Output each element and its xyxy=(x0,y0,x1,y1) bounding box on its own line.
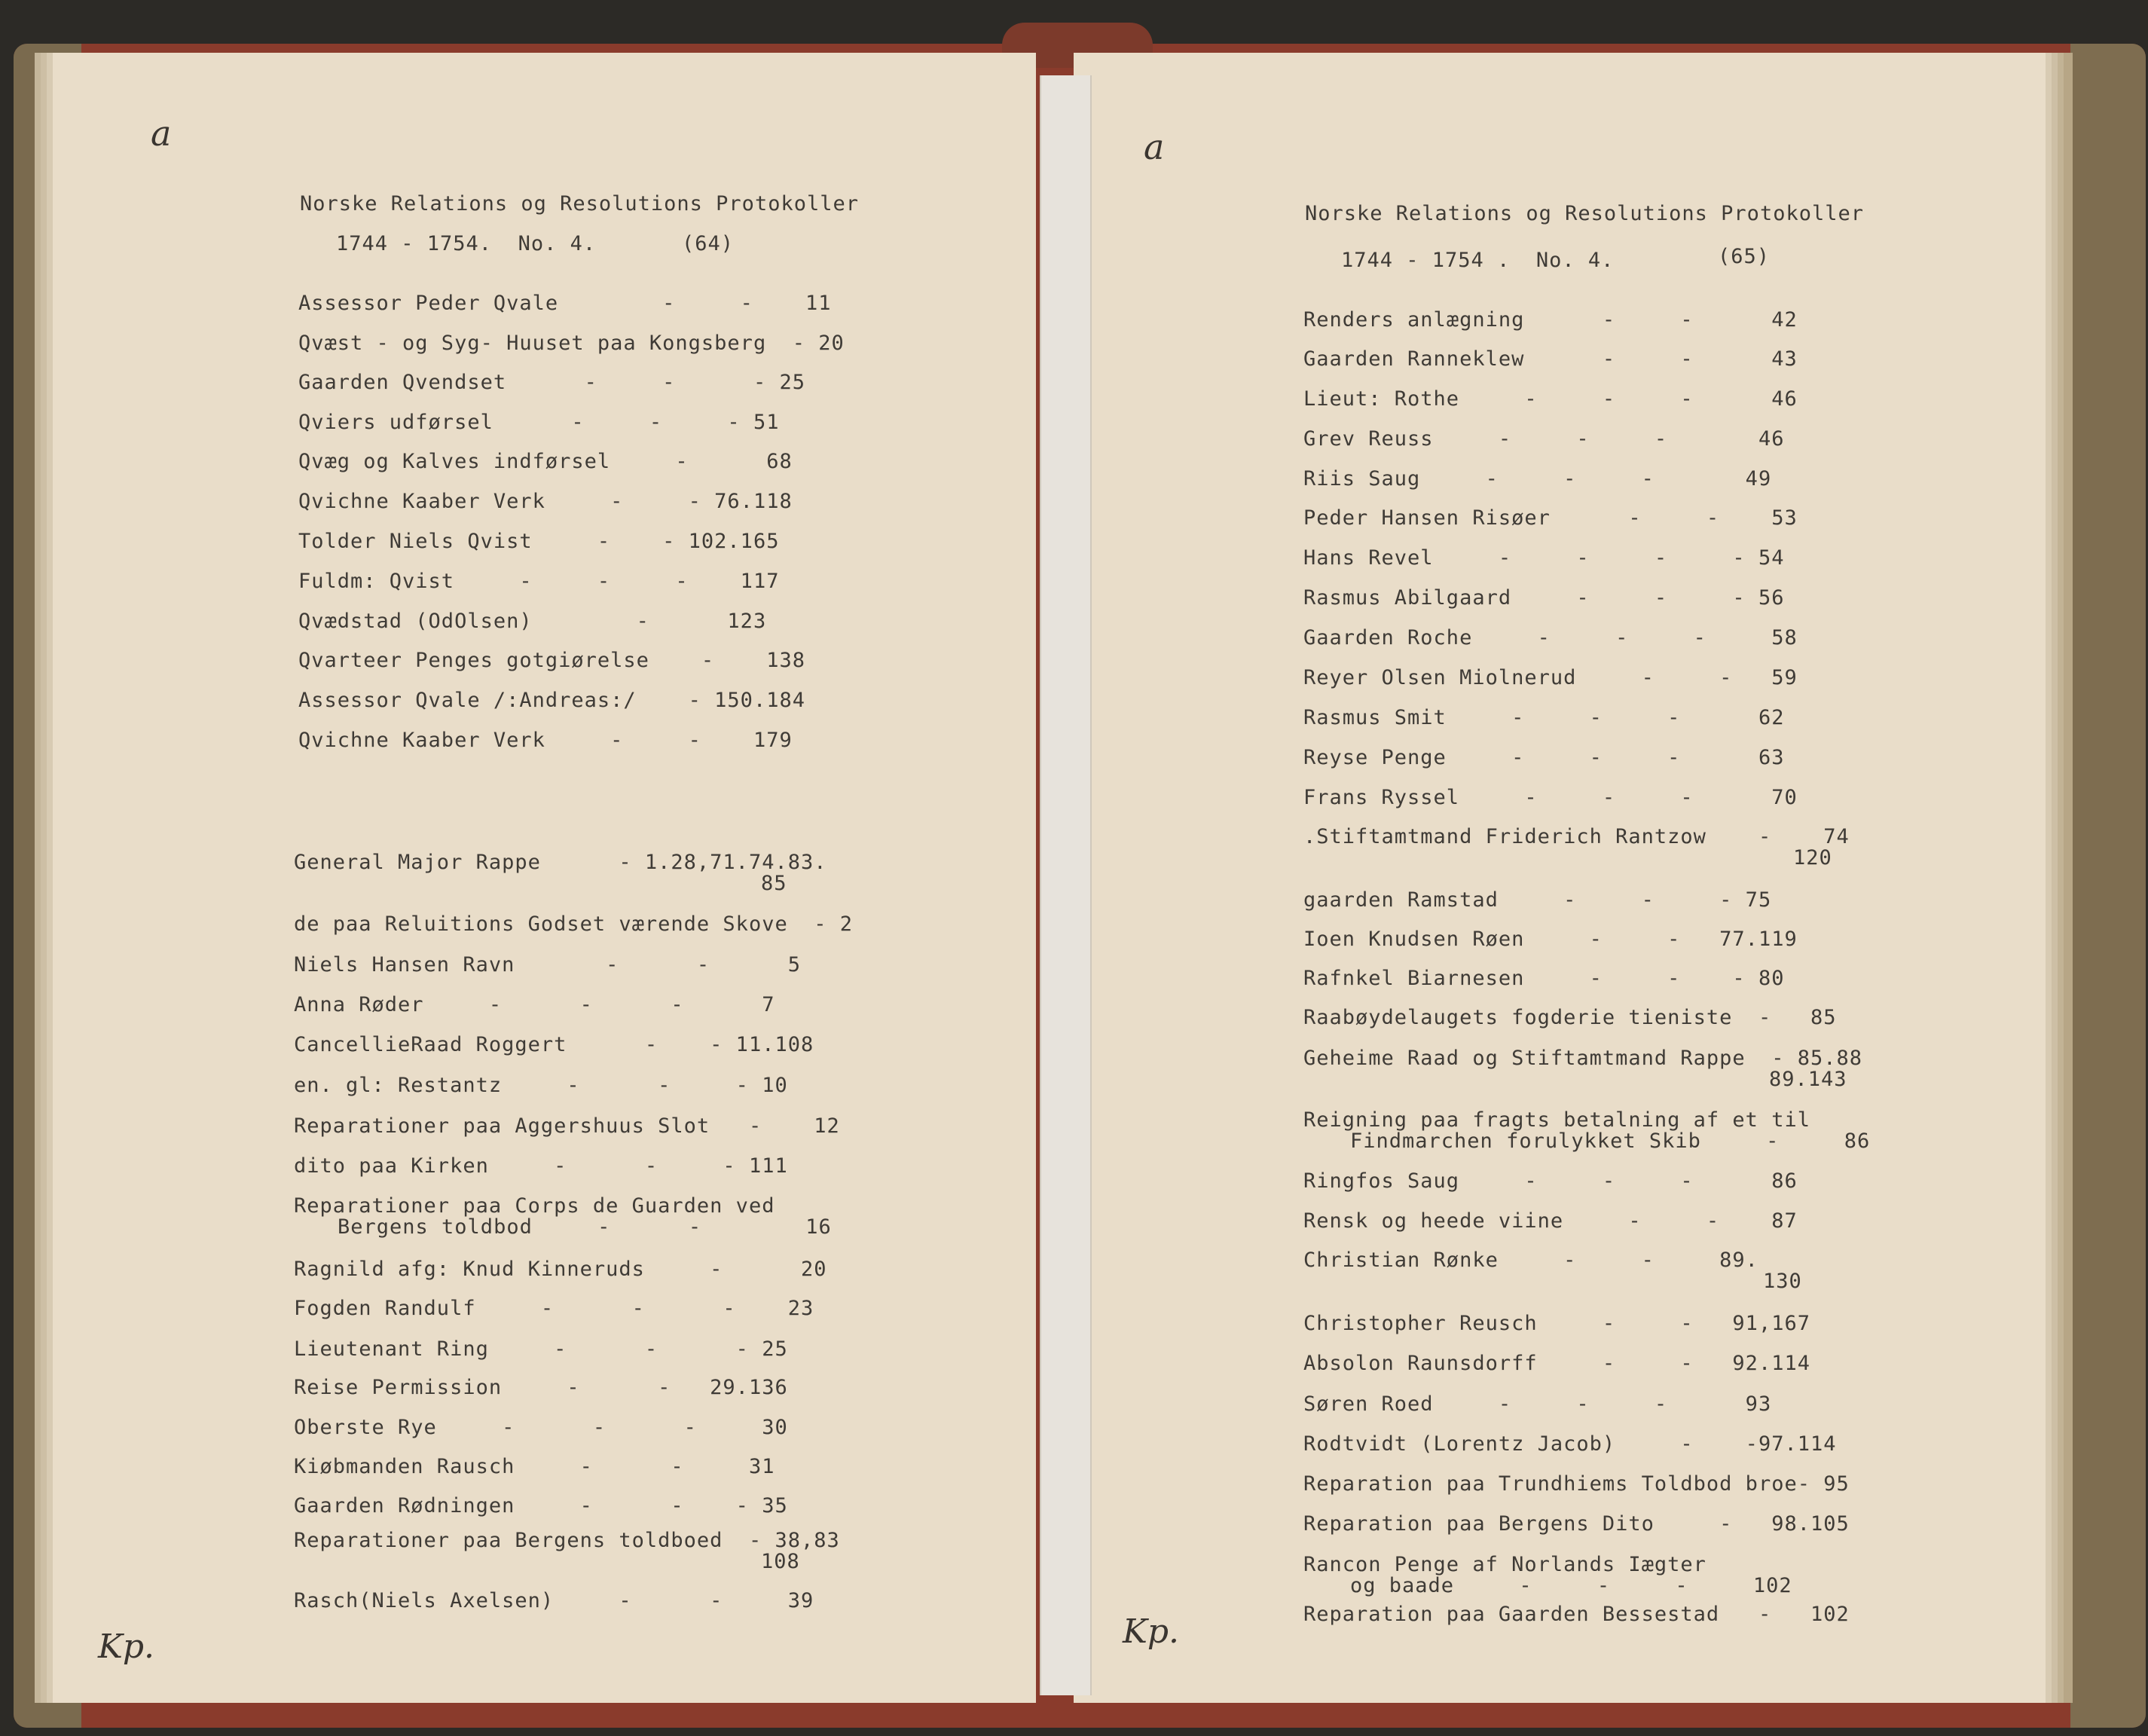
index-entry-continuation: 108 xyxy=(761,1550,800,1573)
index-entry xyxy=(298,292,831,315)
index-entry xyxy=(1303,1433,1836,1456)
index-entry xyxy=(1303,1047,1862,1091)
index-entry xyxy=(1303,1603,1850,1626)
index-entry xyxy=(1303,1210,1798,1233)
index-entry xyxy=(294,1194,832,1239)
index-entry-text: CancellieRaad Roggert - - 11.108 xyxy=(294,1033,814,1056)
index-entry-text: Oberste Rye - - - 30 xyxy=(294,1416,788,1439)
index-entry xyxy=(298,729,793,752)
index-entry-continuation: Bergens toldbod - - 16 xyxy=(338,1215,832,1239)
index-entry-text: Reigning paa fragts betalning af et til xyxy=(1303,1108,1810,1132)
index-entry-text: Reparationer paa Corps de Guarden ved xyxy=(294,1194,775,1218)
index-entry xyxy=(294,1297,814,1320)
index-entry xyxy=(1303,1170,1798,1193)
index-entry-text: Christopher Reusch - - 91,167 xyxy=(1303,1312,1810,1335)
index-entry-text: Hans Revel - - - - 54 xyxy=(1303,546,1785,570)
index-entry xyxy=(1303,1249,1802,1293)
index-entry-text: Niels Hansen Ravn - - 5 xyxy=(294,953,801,976)
index-entry-text: Gaarden Ranneklew - - 43 xyxy=(1303,347,1798,371)
index-entry-text: Qvichne Kaaber Verk - - 179 xyxy=(298,729,793,752)
index-entry-text: Rancon Penge af Norlands Iægter xyxy=(1303,1553,1706,1576)
kp-mark-right: Kp. xyxy=(1123,1612,1180,1651)
right-subtitle: 1744 - 1754 . No. 4. xyxy=(1341,249,1615,272)
index-entry-text: Gaarden Rødningen - - - 35 xyxy=(294,1494,788,1517)
index-entry xyxy=(294,913,853,936)
kp-mark-left: Kp. xyxy=(98,1628,155,1666)
cover-edge-right xyxy=(2070,44,2146,1728)
index-entry xyxy=(1303,1393,1771,1416)
index-entry-continuation: 130 xyxy=(1763,1270,1802,1293)
index-entry-text: Rensk og heede viine - - 87 xyxy=(1303,1209,1798,1233)
index-entry xyxy=(1303,707,1784,729)
right-title: Norske Relations og Resolutions Protokoller xyxy=(1305,202,1864,225)
index-entry-text: Ragnild afg: Knud Kinneruds - 20 xyxy=(294,1258,827,1281)
index-entry-text: Reyer Olsen Miolnerud - - 59 xyxy=(1303,666,1798,689)
index-entry-text: Assessor Qvale /:Andreas:/ - 150.184 xyxy=(298,689,805,712)
index-entry-text: Lieut: Rothe - - - 46 xyxy=(1303,387,1798,411)
index-entry xyxy=(294,1495,788,1517)
index-entry xyxy=(298,570,779,593)
left-page-number: (64) xyxy=(682,232,735,255)
index-entry xyxy=(298,649,805,672)
index-entry xyxy=(1303,587,1784,610)
index-entry xyxy=(1303,967,1784,990)
index-entry xyxy=(298,491,793,513)
index-entry-text: Ioen Knudsen Røen - - 77.119 xyxy=(1303,928,1798,951)
index-entry xyxy=(1303,889,1771,912)
index-entry-text: Rafnkel Biarnesen - - - 80 xyxy=(1303,967,1785,990)
index-entry xyxy=(294,1258,827,1281)
index-entry xyxy=(294,1590,814,1612)
index-entry xyxy=(298,332,845,355)
index-entry-text: Frans Ryssel - - - 70 xyxy=(1303,786,1798,809)
index-entry-text: Qvædstad (OdOlsen) - 123 xyxy=(298,610,767,633)
index-entry xyxy=(294,851,827,895)
index-entry-text: Raabøydelaugets fogderie tieniste - 85 xyxy=(1303,1006,1837,1029)
index-entry xyxy=(1303,1513,1850,1536)
index-entry-text: de paa Reluitions Godset værende Skove - 2 xyxy=(294,912,853,936)
index-entry xyxy=(298,530,779,553)
index-entry xyxy=(1303,667,1798,689)
index-entry xyxy=(1303,1553,1792,1597)
index-entry-text: Fuldm: Qvist - - - 117 xyxy=(298,570,780,593)
index-entry-text: Rodtvidt (Lorentz Jacob) - -97.114 xyxy=(1303,1432,1837,1456)
index-entry-text: Qvarteer Penges gotgiørelse - 138 xyxy=(298,649,805,672)
index-entry-text: Rasmus Smit - - - 62 xyxy=(1303,706,1785,729)
index-entry xyxy=(1303,547,1784,570)
page-gutter xyxy=(1040,75,1092,1695)
index-entry-text: Grev Reuss - - - 46 xyxy=(1303,427,1785,451)
index-entry-text: Riis Saug - - - 49 xyxy=(1303,467,1772,491)
index-entry xyxy=(294,1338,788,1361)
index-entry-text: Reparation paa Trundhiems Toldbod broe- 95 xyxy=(1303,1472,1850,1496)
index-entry-text: Qvichne Kaaber Verk - - 76.118 xyxy=(298,490,793,513)
index-entry-text: Reparation paa Gaarden Bessestad - 102 xyxy=(1303,1603,1850,1626)
index-entry xyxy=(294,1529,840,1573)
index-entry xyxy=(1303,1473,1850,1496)
index-entry xyxy=(294,1155,788,1178)
index-entry-continuation: 89.143 xyxy=(1769,1068,1847,1091)
index-entry xyxy=(1303,428,1784,451)
index-entry xyxy=(1303,507,1798,530)
index-entry-continuation: 85 xyxy=(761,872,787,895)
index-entry-text: Ringfos Saug - - - 86 xyxy=(1303,1169,1798,1193)
index-entry xyxy=(294,994,775,1016)
index-entry xyxy=(1303,928,1798,951)
index-entry-text: gaarden Ramstad - - - 75 xyxy=(1303,888,1772,912)
index-entry xyxy=(1303,388,1798,411)
corner-mark-right: a xyxy=(1144,127,1165,167)
index-entry xyxy=(1303,348,1798,371)
index-entry-text: Qvæst - og Syg- Huuset paa Kongsberg - 20 xyxy=(298,332,845,355)
index-entry-text: Renders anlægning - - 42 xyxy=(1303,308,1798,332)
index-entry xyxy=(1303,1108,1871,1153)
index-entry xyxy=(298,411,779,434)
index-entry xyxy=(1303,747,1784,769)
index-entry-text: Fogden Randulf - - - 23 xyxy=(294,1297,814,1320)
index-entry-text: Reparation paa Bergens Dito - 98.105 xyxy=(1303,1512,1850,1536)
left-title: Norske Relations og Resolutions Protokoller xyxy=(300,192,859,215)
index-entry-text: Reyse Penge - - - 63 xyxy=(1303,746,1785,769)
index-entry-text: Absolon Raunsdorff - - 92.114 xyxy=(1303,1352,1810,1375)
index-entry-continuation: og baade - - - 102 xyxy=(1350,1574,1792,1597)
index-entry xyxy=(1303,1352,1810,1375)
index-entry-text: Reise Permission - - 29.136 xyxy=(294,1376,788,1399)
index-entry xyxy=(294,1115,840,1138)
index-entry-text: Gaarden Roche - - - 58 xyxy=(1303,626,1798,649)
index-entry-text: Reparationer paa Bergens toldboed - 38,83 xyxy=(294,1529,840,1552)
corner-mark-left: a xyxy=(151,113,172,154)
index-entry-text: Qvæg og Kalves indførsel - 68 xyxy=(298,450,793,473)
index-entry xyxy=(1303,627,1798,649)
index-entry xyxy=(294,1074,788,1097)
index-entry xyxy=(1303,1313,1810,1335)
index-entry-text: Rasmus Abilgaard - - - 56 xyxy=(1303,586,1785,610)
index-entry-text: Geheime Raad og Stiftamtmand Rappe - 85.88 xyxy=(1303,1047,1862,1070)
index-entry-text: dito paa Kirken - - - 111 xyxy=(294,1154,788,1178)
index-entry-text: .Stiftamtmand Friderich Rantzow - 74 xyxy=(1303,825,1850,848)
index-entry-text: Lieutenant Ring - - - 25 xyxy=(294,1337,788,1361)
index-entry-text: Christian Rønke - - 89. xyxy=(1303,1249,1758,1272)
index-entry-text: General Major Rappe - 1.28,71.74.83. xyxy=(294,851,827,874)
index-entry-text: Gaarden Qvendset - - - 25 xyxy=(298,371,805,394)
index-entry xyxy=(294,1377,788,1399)
index-entry xyxy=(1303,309,1798,332)
index-entry xyxy=(298,451,793,473)
index-entry xyxy=(298,689,805,712)
index-entry-text: Søren Roed - - - 93 xyxy=(1303,1392,1772,1416)
right-page-number: (65) xyxy=(1718,245,1771,268)
index-entry-text: Tolder Niels Qvist - - 102.165 xyxy=(298,530,780,553)
index-entry xyxy=(1303,825,1850,870)
index-entry-text: Peder Hansen Risøer - - 53 xyxy=(1303,506,1798,530)
index-entry xyxy=(294,1417,788,1439)
index-entry-text: Qviers udførsel - - - 51 xyxy=(298,411,780,434)
index-entry-text: Anna Røder - - - 7 xyxy=(294,993,775,1016)
index-entry-continuation: 120 xyxy=(1793,846,1832,870)
index-entry xyxy=(1303,787,1798,809)
index-entry xyxy=(1303,1007,1836,1029)
index-entry xyxy=(298,371,805,394)
index-entry-text: Rasch(Niels Axelsen) - - 39 xyxy=(294,1589,814,1612)
index-entry xyxy=(298,610,766,633)
index-entry-text: Kiøbmanden Rausch - - 31 xyxy=(294,1455,775,1478)
index-entry xyxy=(1303,468,1771,491)
left-subtitle: 1744 - 1754. No. 4. xyxy=(336,232,597,255)
index-entry-text: en. gl: Restantz - - - 10 xyxy=(294,1074,788,1097)
index-entry xyxy=(294,1034,814,1056)
index-entry xyxy=(294,954,801,976)
index-entry-text: Reparationer paa Aggershuus Slot - 12 xyxy=(294,1114,840,1138)
index-entry xyxy=(294,1456,775,1478)
index-entry-text: Assessor Peder Qvale - - 11 xyxy=(298,292,832,315)
index-entry-continuation: Findmarchen forulykket Skib - 86 xyxy=(1350,1129,1871,1153)
